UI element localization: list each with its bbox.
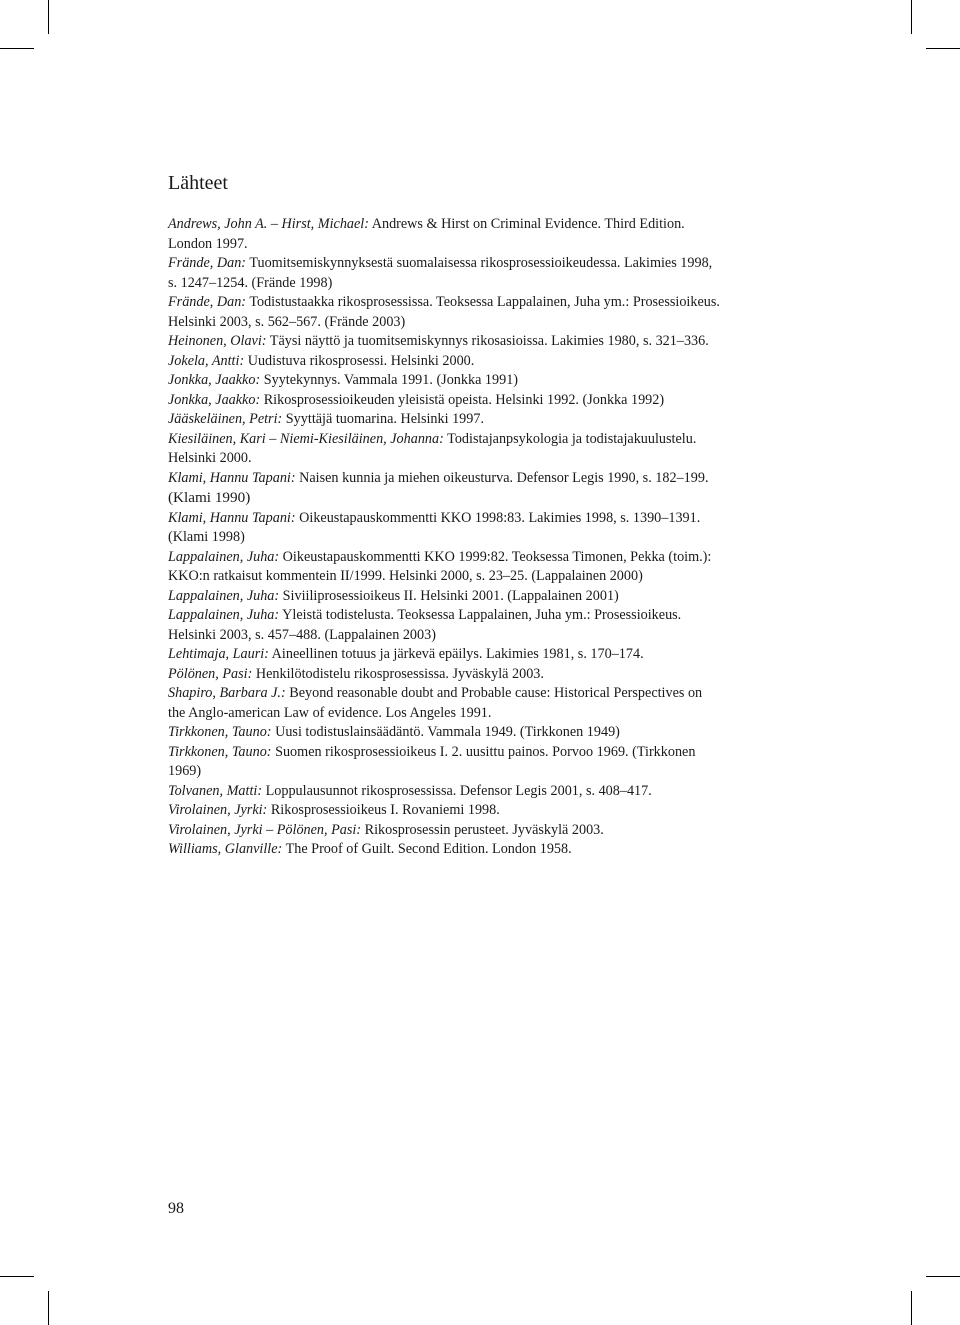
reference-line <box>168 371 768 391</box>
reference-entry <box>168 371 768 391</box>
crop-mark-top-left-horizontal <box>0 48 34 49</box>
reference-text: 1969) <box>168 763 202 779</box>
reference-entry <box>168 332 768 352</box>
crop-mark-top-right-horizontal <box>926 48 960 49</box>
reference-entry <box>168 665 768 685</box>
reference-text: Todistustaakka rikosprosessissa. Teoksessa Lappalainen, Juha ym.: Prosessioikeus. <box>246 294 720 310</box>
reference-line <box>168 274 768 294</box>
reference-line <box>168 801 768 821</box>
reference-line <box>168 254 768 274</box>
reference-author: Frände, Dan: <box>168 255 247 271</box>
reference-text: Helsinki 2003, s. 562–567. (Frände 2003) <box>168 313 406 330</box>
reference-text: Yleistä todistelusta. Teoksessa Lappalainen, Juha ym.: Prosessioikeus. <box>279 607 682 623</box>
reference-line <box>168 332 768 352</box>
reference-entry <box>168 606 768 645</box>
reference-text: Rikosprosessioikeuden yleisistä opeista. Helsinki 1992. (Jonkka 1992) <box>260 391 665 408</box>
reference-text: Uusi todistuslainsäädäntö. Vammala 1949. (Tirkkonen 1949) <box>271 724 620 740</box>
reference-text: Oikeustapauskommentti KKO 1998:83. Lakimies 1998, s. 1390–1391. <box>295 509 701 526</box>
crop-mark-bottom-left-vertical <box>48 1291 49 1325</box>
reference-text: Suomen rikosprosessioikeus I. 2. uusittu painos. Porvoo 1969. (Tirkkonen <box>271 743 696 760</box>
reference-author: Virolainen, Jyrki – Pölönen, Pasi: <box>168 821 362 838</box>
reference-entry <box>168 840 768 860</box>
reference-author: Lappalainen, Juha: <box>168 607 280 623</box>
reference-entry <box>168 469 768 509</box>
reference-author: Lappalainen, Juha: <box>168 587 280 604</box>
reference-text: Henkilötodistelu rikosprosessissa. Jyväskylä 2003. <box>252 665 544 682</box>
reference-line <box>168 488 768 509</box>
crop-mark-top-left-vertical <box>48 0 49 34</box>
reference-text: Oikeustapauskommentti KKO 1999:82. Teoksessa Timonen, Pekka (toim.): <box>279 548 712 565</box>
reference-line <box>168 235 768 255</box>
reference-text: The Proof of Guilt. Second Edition. London 1958. <box>282 841 572 857</box>
reference-text: Siviiliprosessioikeus II. Helsinki 2001. (Lappalainen 2001) <box>279 587 619 604</box>
reference-author: Shapiro, Barbara J.: <box>168 685 286 701</box>
reference-line <box>168 430 768 450</box>
section-heading: Lähteet <box>168 172 228 194</box>
reference-author: Tirkkonen, Tauno: <box>168 743 272 760</box>
reference-text: Beyond reasonable doubt and Probable cause: Historical Perspectives on <box>285 685 703 701</box>
reference-line <box>168 469 768 489</box>
reference-text: Helsinki 2003, s. 457–488. (Lappalainen 2003) <box>168 626 436 643</box>
crop-mark-top-right-vertical <box>911 0 912 34</box>
reference-line <box>168 606 768 626</box>
reference-text: Rikosprosessin perusteet. Jyväskylä 2003. <box>361 821 604 838</box>
reference-entry <box>168 801 768 821</box>
reference-line <box>168 352 768 372</box>
reference-line <box>168 723 768 743</box>
reference-entry <box>168 509 768 548</box>
reference-text: Andrews & Hirst on Criminal Evidence. Third Edition. <box>368 216 685 232</box>
reference-author: Pölönen, Pasi: <box>168 665 253 682</box>
reference-line <box>168 528 768 548</box>
reference-author: Frände, Dan: <box>168 294 247 310</box>
reference-entry <box>168 410 768 430</box>
reference-text: the Anglo-american Law of evidence. Los Angeles 1991. <box>168 704 492 721</box>
reference-author: Jokela, Antti: <box>168 352 245 369</box>
reference-line <box>168 587 768 607</box>
reference-line <box>168 782 768 802</box>
reference-author: Tirkkonen, Tauno: <box>168 724 272 740</box>
reference-entry <box>168 215 768 254</box>
reference-entry <box>168 684 768 723</box>
reference-author: Tolvanen, Matti: <box>168 782 263 799</box>
reference-entry <box>168 548 768 587</box>
reference-line <box>168 293 768 313</box>
reference-entry <box>168 782 768 802</box>
page-number: 98 <box>168 1200 184 1217</box>
reference-author: Kiesiläinen, Kari – Niemi-Kiesiläinen, Johanna: <box>168 430 444 447</box>
reference-line <box>168 704 768 724</box>
reference-text: Todistajanpsykologia ja todistajakuulustelu. <box>443 430 697 447</box>
reference-entry <box>168 743 768 782</box>
reference-line <box>168 665 768 685</box>
reference-text: Täysi näyttö ja tuomitsemiskynnys rikosasioissa. Lakimies 1980, s. 321–336. <box>266 333 709 349</box>
reference-author: Lehtimaja, Lauri: <box>168 646 269 662</box>
crop-mark-bottom-right-horizontal <box>926 1276 960 1277</box>
reference-line <box>168 821 768 841</box>
reference-entry <box>168 391 768 411</box>
reference-author: Jonkka, Jaakko: <box>168 372 261 388</box>
reference-line <box>168 215 768 235</box>
reference-author: Jääskeläinen, Petri: <box>168 411 283 427</box>
reference-line <box>168 743 768 763</box>
reference-text: s. 1247–1254. (Frände 1998) <box>168 274 333 291</box>
reference-text: Aineellinen totuus ja järkevä epäilys. Lakimies 1981, s. 170–174. <box>268 646 644 662</box>
reference-text: Syyttäjä tuomarina. Helsinki 1997. <box>282 411 484 427</box>
reference-line <box>168 548 768 568</box>
reference-line <box>168 509 768 529</box>
reference-line <box>168 567 768 587</box>
reference-entry <box>168 430 768 469</box>
reference-entry <box>168 293 768 332</box>
reference-text: Syytekynnys. Vammala 1991. (Jonkka 1991) <box>260 372 519 388</box>
reference-author: Klami, Hannu Tapani: <box>168 509 296 526</box>
reference-entry <box>168 254 768 293</box>
reference-text: Rikosprosessioikeus I. Rovaniemi 1998. <box>267 802 500 818</box>
reference-line <box>168 645 768 665</box>
reference-text: Naisen kunnia ja miehen oikeusturva. Defensor Legis 1990, s. 182–199. <box>295 469 709 486</box>
reference-text: London 1997. <box>168 235 248 252</box>
reference-text: (Klami 1990) <box>168 489 251 506</box>
reference-entry <box>168 645 768 665</box>
reference-entry <box>168 352 768 372</box>
reference-line <box>168 313 768 333</box>
reference-text: KKO:n ratkaisut kommentein II/1999. Helsinki 2000, s. 23–25. (Lappalainen 2000) <box>168 568 643 584</box>
reference-line <box>168 684 768 704</box>
reference-text: Uudistuva rikosprosessi. Helsinki 2000. <box>244 352 475 369</box>
reference-list <box>168 215 768 860</box>
reference-text: Tuomitsemiskynnyksestä suomalaisessa rikosprosessioikeudessa. Lakimies 1998, <box>246 255 713 271</box>
reference-author: Heinonen, Olavi: <box>168 333 267 349</box>
reference-line <box>168 840 768 860</box>
reference-entry <box>168 723 768 743</box>
reference-author: Klami, Hannu Tapani: <box>168 469 296 486</box>
reference-line <box>168 449 768 469</box>
reference-author: Jonkka, Jaakko: <box>168 391 261 408</box>
reference-line <box>168 410 768 430</box>
reference-entry <box>168 587 768 607</box>
reference-author: Lappalainen, Juha: <box>168 548 280 565</box>
reference-text: (Klami 1998) <box>168 529 245 545</box>
reference-line <box>168 762 768 782</box>
reference-entry <box>168 821 768 841</box>
reference-line <box>168 391 768 411</box>
reference-author: Williams, Glanville: <box>168 841 283 857</box>
reference-line <box>168 626 768 646</box>
crop-mark-bottom-right-vertical <box>911 1291 912 1325</box>
reference-text: Helsinki 2000. <box>168 450 252 466</box>
crop-mark-bottom-left-horizontal <box>0 1276 34 1277</box>
reference-text: Loppulausunnot rikosprosessissa. Defensor Legis 2001, s. 408–417. <box>262 782 652 799</box>
reference-author: Virolainen, Jyrki: <box>168 802 268 818</box>
reference-author: Andrews, John A. – Hirst, Michael: <box>168 216 369 232</box>
